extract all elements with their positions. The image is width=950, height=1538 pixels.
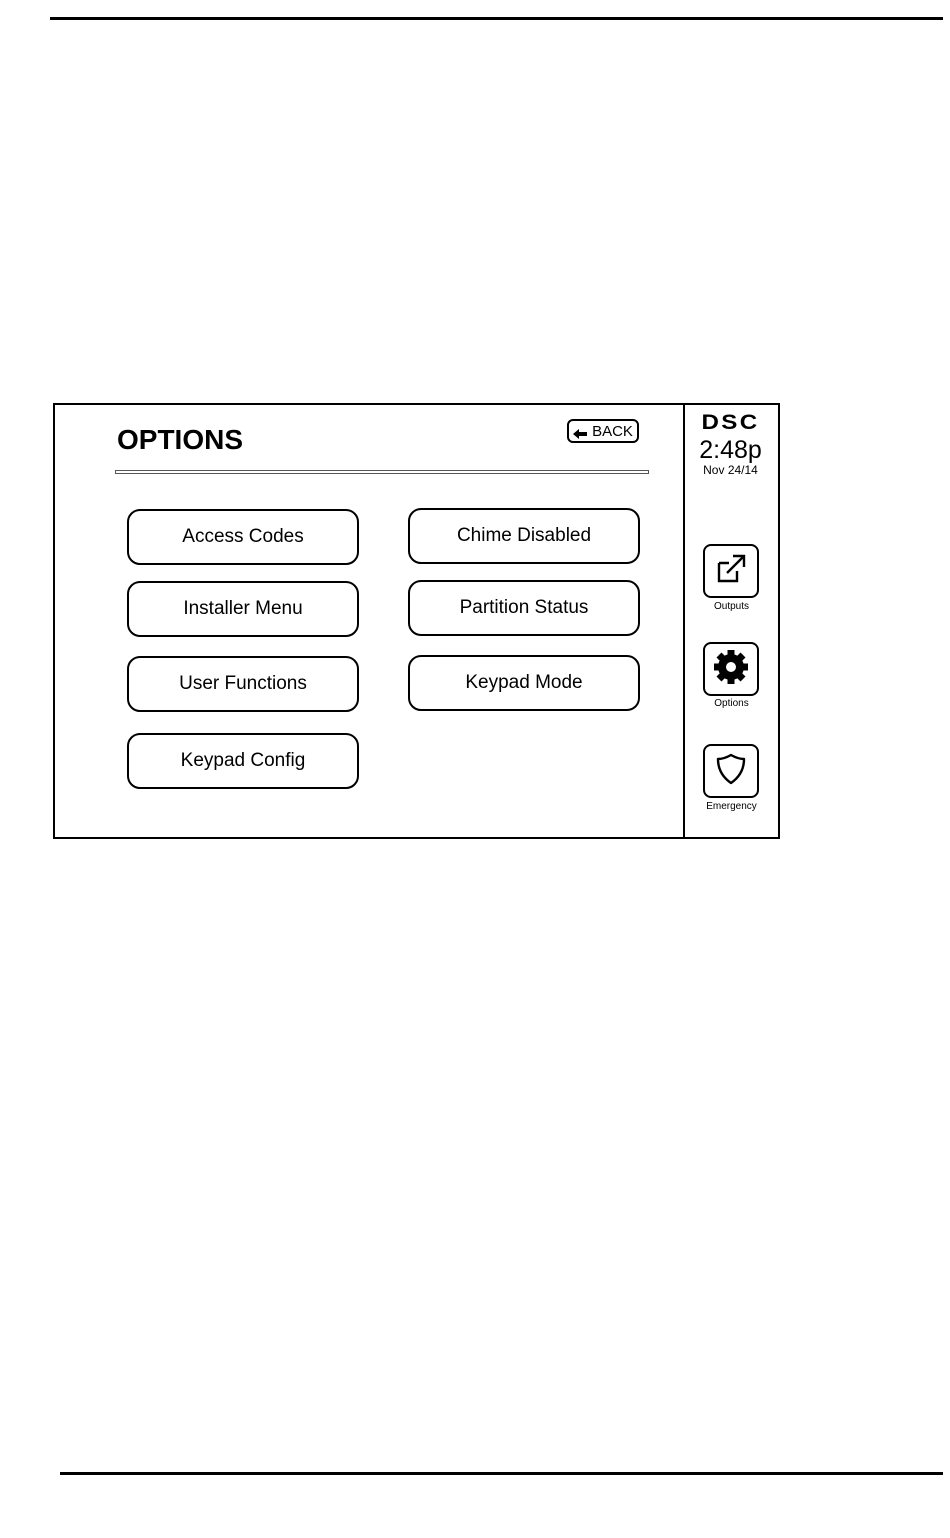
user-functions-button[interactable]: [127, 656, 359, 712]
keypad-mode-label: Keypad Mode: [465, 672, 583, 693]
clock-date: Nov 24/14: [703, 463, 758, 477]
keypad-mode-button[interactable]: [408, 655, 640, 711]
page-title: OPTIONS: [117, 424, 244, 455]
clock-time: 2:48p: [699, 436, 762, 464]
access-codes-label: Access Codes: [182, 526, 304, 547]
keypad-screen: [53, 403, 780, 839]
status-sidebar: [683, 405, 778, 837]
chime-disabled-button[interactable]: [408, 508, 640, 564]
chime-disabled-label: Chime Disabled: [456, 525, 592, 546]
back-arrow-icon: [573, 426, 587, 436]
title-divider: [115, 470, 649, 474]
outputs-label: Outputs: [713, 601, 750, 612]
back-button-label: BACK: [592, 422, 633, 440]
back-button[interactable]: [567, 419, 639, 443]
page-top-rule: [50, 17, 943, 20]
options-button[interactable]: [703, 642, 759, 696]
keypad-config-button[interactable]: [127, 733, 359, 789]
installer-menu-button[interactable]: [127, 581, 359, 637]
installer-menu-label: Installer Menu: [183, 598, 303, 619]
access-codes-button[interactable]: [127, 509, 359, 565]
emergency-button[interactable]: [703, 744, 759, 798]
options-label: Options: [714, 698, 749, 709]
emergency-label: Emergency: [706, 801, 757, 812]
user-functions-label: User Functions: [179, 673, 307, 694]
partition-status-button[interactable]: [408, 580, 640, 636]
options-panel: [55, 405, 683, 837]
keypad-config-label: Keypad Config: [180, 750, 306, 771]
gear-icon: [711, 647, 751, 692]
outputs-icon: [713, 551, 749, 592]
partition-status-label: Partition Status: [459, 597, 589, 618]
brand-logo: DSC: [701, 411, 760, 434]
shield-icon: [714, 752, 748, 791]
outputs-button[interactable]: [703, 544, 759, 598]
page-bottom-rule: [60, 1472, 943, 1475]
